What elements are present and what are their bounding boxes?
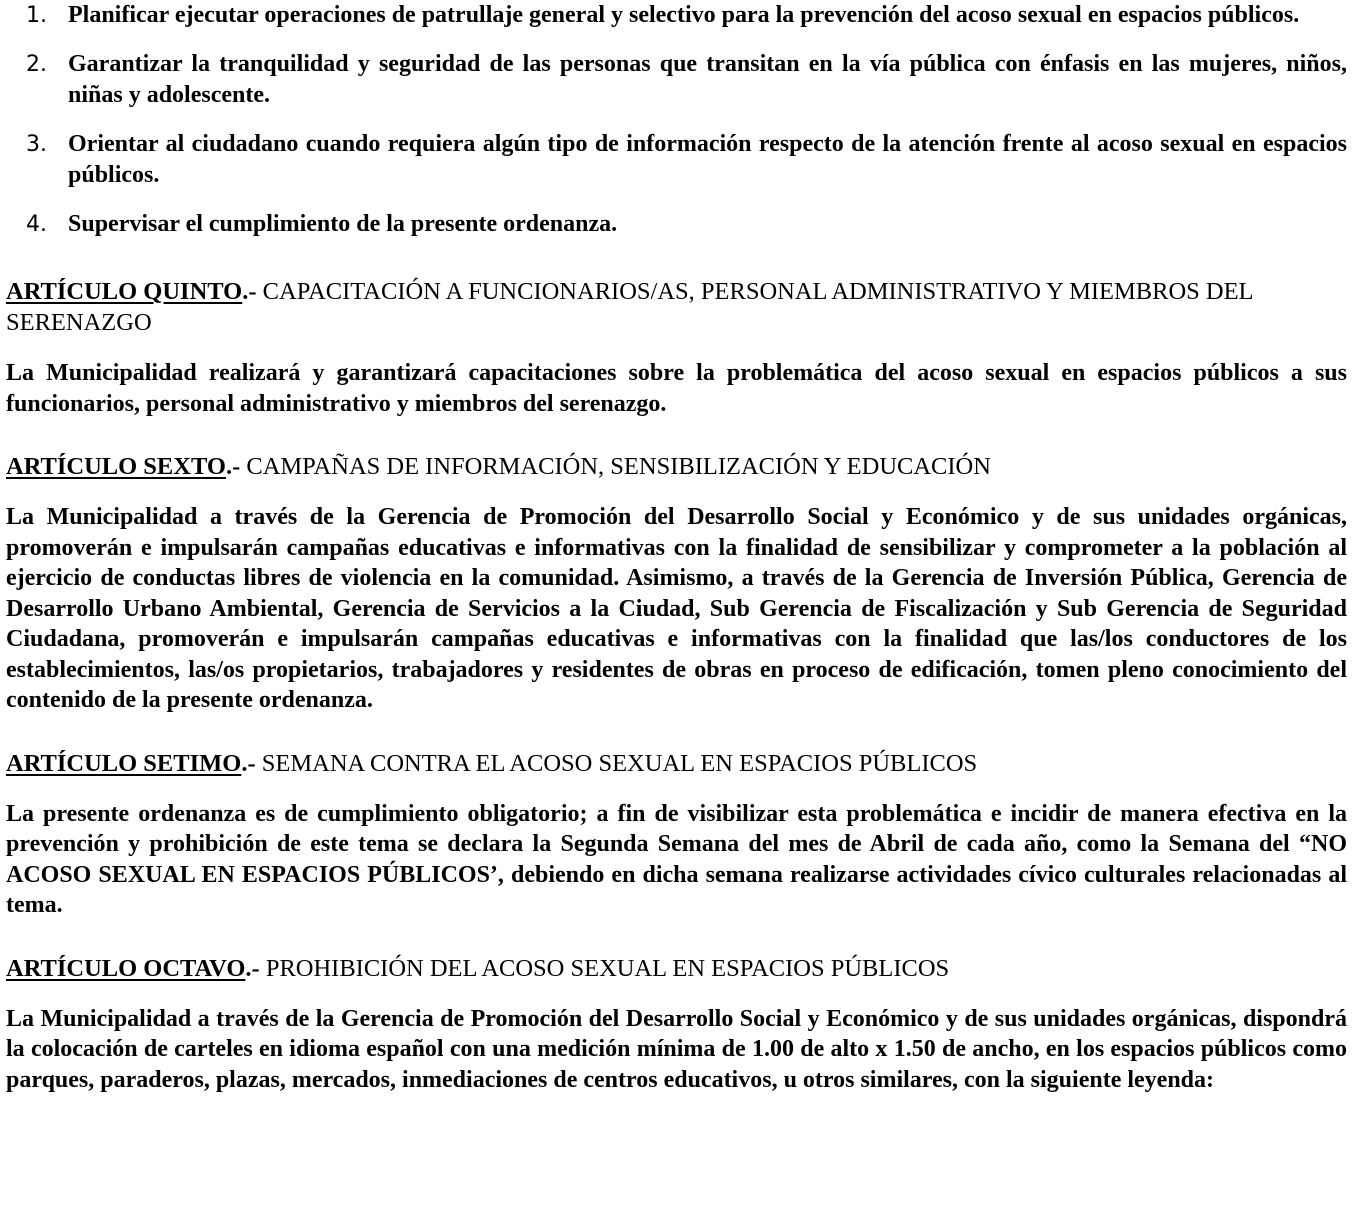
numbered-list — [6, 0, 1347, 240]
list-item-number: 2. — [26, 52, 47, 77]
article-body: La Municipalidad a través de la Gerencia de Promoción del Desarrollo Social y Económico y de sus unidades orgánicas, dispondrá la colocación de carteles en idioma español con una medición mínima de 1.00 de alto x 1.50 de ancho, en los espacios públicos como parques, paraderos, plazas, mercados, inmediaciones de centros educativos, u otros similares, con la siguiente leyenda: — [6, 1005, 1347, 1093]
article-label: ARTÍCULO OCTAVO — [6, 954, 246, 982]
list-item-number: 1. — [26, 3, 47, 28]
list-item — [6, 0, 1347, 31]
article-body: La Municipalidad a través de la Gerencia de Promoción del Desarrollo Social y Económico y de sus unidades orgánicas, promoverán e impulsarán campañas educativas e informativas con la finalidad de sensibilizar y comprometer a la población al ejercicio de conductas libres de violencia en la comunidad. Asimismo, a través de la Gerencia de Inversión Pública, Gerencia de Desarrollo Urbano Ambiental, Gerencia de Servicios a la Ciudad, Sub Gerencia de Fiscalización y Sub Gerencia de Seguridad Ciudadana, promoverán e impulsarán campañas educativas e informativas con la finalidad que las/los conductores de los establecimientos, las/os propietarios, trabajadores y residentes de obras en proceso de edificación, tomen pleno conocimiento del contenido de la presente ordenanza. — [6, 504, 1347, 713]
article-separator: .- — [245, 954, 260, 982]
article-separator: .- — [241, 749, 256, 777]
article-label: ARTÍCULO SETIMO — [6, 749, 242, 777]
article-title: CAMPAÑAS DE INFORMACIÓN, SENSIBILIZACIÓN Y EDUCACIÓN — [240, 453, 991, 480]
article-heading — [6, 748, 1347, 779]
list-item-number: 4. — [26, 212, 47, 237]
article-heading — [6, 451, 1347, 482]
article-title: CAPACITACIÓN A FUNCIONARIOS/AS, PERSONAL ADMINISTRATIVO Y MIEMBROS DEL SERENAZGO — [6, 278, 1253, 336]
list-item-number: 3. — [26, 132, 47, 157]
list-item-text: Supervisar el cumplimiento de la presente ordenanza. — [68, 211, 618, 237]
list-item-text: Garantizar la tranquilidad y seguridad de las personas que transitan en la vía pública con énfasis en las mujeres, niños, niñas y adolescente. — [68, 51, 1347, 108]
list-item-text: Planificar ejecutar operaciones de patrullaje general y selectivo para la prevención del acoso sexual en espacios públicos. — [68, 2, 1300, 28]
list-item-text: Orientar al ciudadano cuando requiera algún tipo de información respecto de la atención frente al acoso sexual en espacios públicos. — [68, 131, 1347, 188]
article-octavo — [6, 953, 1347, 1096]
list-item — [6, 209, 1347, 240]
article-title: PROHIBICIÓN DEL ACOSO SEXUAL EN ESPACIOS PÚBLICOS — [259, 954, 950, 982]
article-heading — [6, 953, 1347, 984]
article-body: La presente ordenanza es de cumplimiento obligatorio; a fin de visibilizar esta problemática e incidir de manera efectiva en la prevención y prohibición de este tema se declara la Segunda Semana del mes de Abril de cada año, como la Semana del “NO ACOSO SEXUAL EN ESPACIOS PÚBLICOS’, debiendo en dicha semana realizarse actividades cívico culturales relacionadas al tema. — [6, 800, 1347, 918]
article-label: ARTÍCULO SEXTO — [6, 453, 226, 480]
article-setimo — [6, 748, 1347, 921]
article-heading — [6, 276, 1347, 338]
article-separator: .- — [225, 453, 241, 480]
article-separator: .- — [242, 278, 257, 305]
article-title: SEMANA CONTRA EL ACOSO SEXUAL EN ESPACIOS PÚBLICOS — [255, 749, 978, 777]
list-item — [6, 129, 1347, 191]
article-body: La Municipalidad realizará y garantizará capacitaciones sobre la problemática del acoso sexual en espacios públicos a sus funcionarios, personal administrativo y miembros del serenazgo. — [6, 360, 1347, 417]
article-label: ARTÍCULO QUINTO — [6, 278, 243, 305]
article-quinto — [6, 276, 1347, 419]
list-item — [6, 49, 1347, 111]
document-page — [6, 0, 1347, 1095]
article-sexto — [6, 451, 1347, 716]
